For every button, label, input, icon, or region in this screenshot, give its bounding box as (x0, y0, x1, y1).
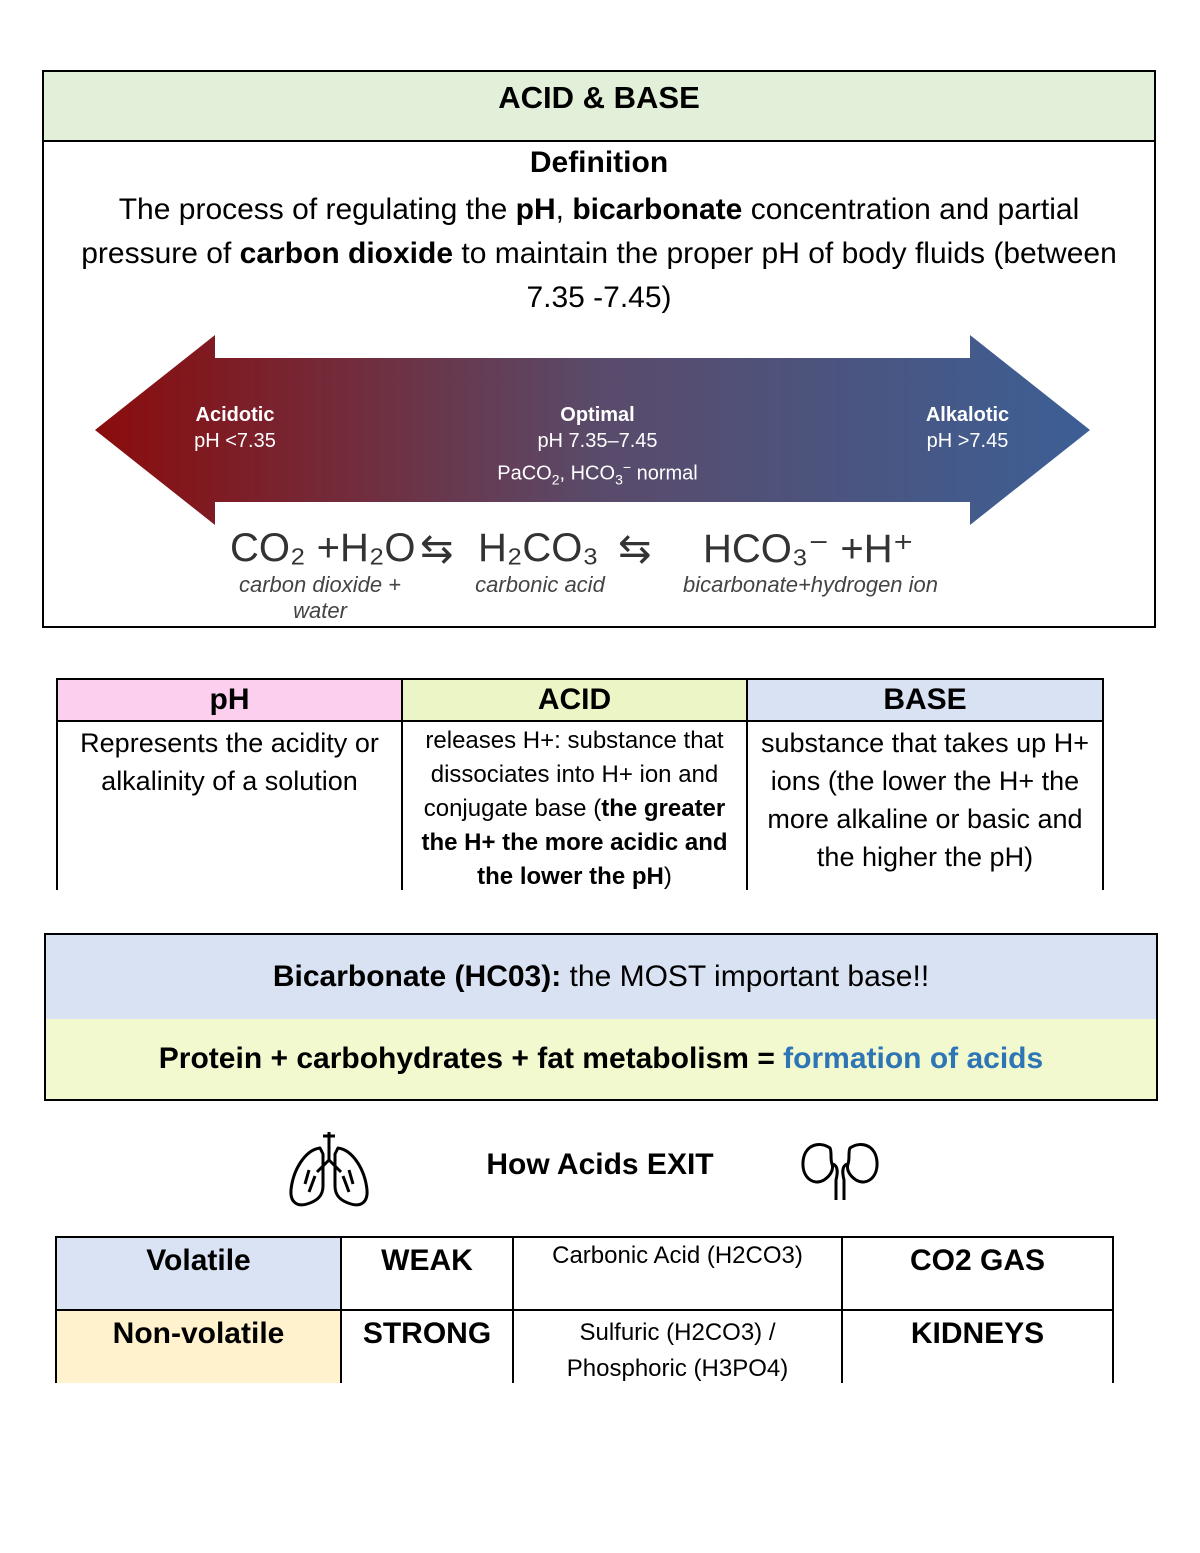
optimal-note-part: , HCO (559, 462, 616, 485)
acid-strength-strong: STRONG (340, 1309, 514, 1383)
definition-part: The process of regulating the (118, 193, 516, 226)
definition-ph: pH (515, 193, 556, 226)
definition-text (74, 188, 1124, 320)
definition-co2: carbon dioxide (239, 237, 454, 270)
ph-header: pH (56, 678, 403, 722)
bicarbonate-banner (44, 933, 1158, 1021)
acidotic-title: Acidotic (195, 404, 275, 426)
optimal-title: Optimal (560, 404, 635, 426)
ph-scale-arrow (95, 335, 1090, 525)
equation-term-co2-water: CO₂ +H₂O (230, 526, 416, 570)
equation-term-carbonic-acid: H₂CO₃ (478, 526, 599, 570)
optimal-note (465, 454, 730, 493)
definition-heading: Definition (529, 146, 669, 179)
equation-label-co2-water (225, 572, 415, 624)
acid-definition-bold: the greater the H+ the more acidic and the lower the pH (421, 795, 728, 890)
acid-exit-co2: CO2 GAS (841, 1236, 1114, 1311)
acid-example-sulfuric-phosphoric: Sulfuric (H2CO3) / Phosphoric (H3PO4) (512, 1309, 843, 1383)
optimal-label (465, 402, 730, 493)
optimal-note-sub: 2 (551, 471, 560, 488)
page-title: ACID & BASE (42, 70, 1156, 142)
base-header: BASE (746, 678, 1104, 722)
metabolism-highlight: formation of acids (783, 1042, 1044, 1075)
equation-arrow: ⇆ (618, 527, 652, 571)
optimal-note-part: PaCO (497, 462, 552, 485)
optimal-value: pH 7.35–7.45 (537, 430, 658, 452)
carbonic-acid-equation (225, 526, 985, 623)
metabolism-text: Protein + carbohydrates + fat metabolism = (158, 1042, 784, 1075)
equation-term-bicarbonate: HCO₃⁻ +H⁺ (703, 527, 914, 571)
alkalotic-title: Alkalotic (925, 404, 1010, 426)
definition-bicarbonate: bicarbonate (572, 193, 743, 226)
equation-label-line: water (293, 598, 347, 623)
base-definition: substance that takes up H+ ions (the lower the H+ the more alkaline or basic and the higher the pH) (746, 720, 1104, 890)
definition-part: concentration and partial pressure of (81, 193, 1080, 270)
acid-definition-part: releases H+: substance that dissociates into H+ ion and conjugate base ( (423, 727, 724, 822)
lungs-icon (287, 1130, 371, 1210)
acid-exit-kidneys: KIDNEYS (841, 1309, 1114, 1383)
optimal-note-sub: 3 (615, 471, 623, 488)
optimal-note-sup: − (622, 459, 632, 475)
acid-definition-part: ) (663, 863, 672, 890)
kidneys-icon (800, 1140, 880, 1202)
acid-example-carbonic: Carbonic Acid (H2CO3) (512, 1236, 843, 1311)
alkalotic-value: pH >7.45 (926, 430, 1009, 452)
definition-part: , (555, 193, 573, 226)
exit-heading: How Acids EXIT (486, 1148, 714, 1181)
acid-header: ACID (401, 678, 748, 722)
acid-strength-weak: WEAK (340, 1236, 514, 1311)
acid-type-volatile: Volatile (55, 1236, 342, 1311)
equation-label-line: carbon dioxide + (238, 572, 402, 597)
acid-definition (401, 720, 748, 890)
equation-arrow: ⇆ (420, 527, 454, 571)
ph-definition: Represents the acidity or alkalinity of a solution (56, 720, 403, 890)
bicarbonate-text: the MOST important base!! (561, 960, 930, 993)
alkalotic-label (905, 402, 1030, 454)
acidotic-value: pH <7.35 (194, 430, 276, 452)
metabolism-banner (44, 1019, 1158, 1101)
definition-part: to maintain the proper pH of body fluids (between 7.35 -7.45) (453, 237, 1117, 314)
acid-type-nonvolatile: Non-volatile (55, 1309, 342, 1383)
equation-label-bicarbonate: bicarbonate+hydrogen ion (682, 572, 939, 597)
equation-label-carbonic-acid: carbonic acid (475, 572, 605, 597)
bicarbonate-label: Bicarbonate (HC03): (272, 960, 562, 993)
acidotic-label (175, 402, 295, 454)
optimal-note-part: normal (631, 462, 698, 485)
